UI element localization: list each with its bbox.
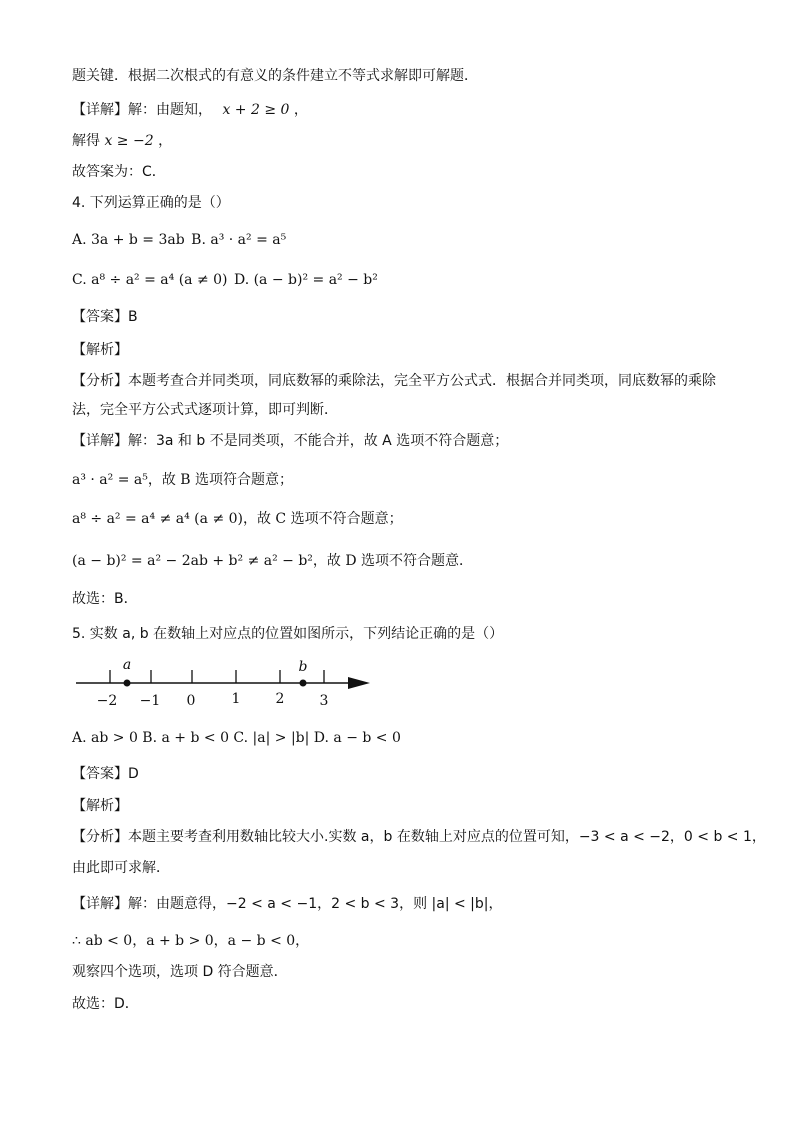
option-b: B. a³ · a² = a⁵	[191, 232, 287, 248]
punct: ，	[293, 102, 308, 118]
tick-labels	[97, 691, 329, 709]
answer-line: 故答案为：C．	[72, 164, 166, 180]
tick-label: 1	[231, 691, 241, 707]
tick-label: 3	[319, 693, 329, 709]
question-4: 4. 下列运算正确的是（）	[72, 195, 230, 211]
guxuan-4: 故选：B．	[72, 591, 138, 607]
text-line: 题关键．根据二次根式的有意义的条件建立不等式求解即可解题．	[72, 68, 478, 84]
option-d: D. (a − b)² = a² − b²	[233, 272, 378, 288]
point-a	[124, 680, 131, 687]
inequality: x + 2 ≥ 0	[222, 102, 290, 118]
xiangjie-4-line1: 【详解】解：3a 和 b 不是同类项，不能合并，故 A 选项不符合题意；	[72, 433, 509, 449]
answer-4: 【答案】B	[72, 309, 138, 325]
q4-options-ab	[72, 230, 286, 250]
analysis-5: 【解析】	[72, 798, 128, 814]
option-c: C. a⁸ ÷ a² = a⁴ (a ≠ 0)	[72, 272, 228, 288]
tick-label: −2	[96, 693, 118, 709]
point-b	[300, 680, 307, 687]
point-a-label: a	[122, 657, 132, 673]
ticks	[110, 670, 324, 683]
answer-5: 【答案】D	[72, 766, 139, 782]
fenxi-5-line2: 由此即可求解．	[72, 860, 170, 876]
tick-label: −1	[139, 693, 161, 709]
fenxi-4-line1: 【分析】本题考查合并同类项，同底数幂的乘除法，完全平方公式式．根据合并同类项，同底数幂的乘除	[72, 373, 716, 389]
xiangjie-4-line2: a³ · a² = a⁵，故 B 选项符合题意；	[72, 472, 294, 488]
detail-label: 【详解】解：由题知，	[72, 102, 212, 118]
guxuan-5: 故选：D．	[72, 996, 139, 1012]
option-a: A. 3a + b = 3ab	[72, 232, 185, 248]
xiangjie-4-line4: (a − b)² = a² − 2ab + b² ≠ a² − b²，故 D 选项不符合题意．	[72, 553, 474, 569]
solution: x ≥ −2	[104, 133, 154, 149]
xiangjie-4-line3: a⁸ ÷ a² = a⁴ ≠ a⁴ (a ≠ 0)，故 C 选项不符合题意；	[72, 511, 403, 527]
tick-label: 0	[186, 693, 196, 709]
point-b-label: b	[298, 659, 308, 675]
solve-line	[72, 131, 172, 151]
xiangjie-5-line1: 【详解】解：由题意得，−2 < a < −1，2 < b < 3，则 |a| < |b|，	[72, 896, 503, 912]
punct: ，	[158, 133, 173, 149]
axis-arrow	[348, 677, 370, 689]
solve-label: 解得	[72, 133, 105, 149]
question-5: 5. 实数 a, b 在数轴上对应点的位置如图所示，下列结论正确的是（）	[72, 626, 504, 642]
fenxi-5-line1: 【分析】本题主要考查利用数轴比较大小.实数 a，b 在数轴上对应点的位置可知，−3 < a < −2，0 < b < 1，	[72, 829, 766, 845]
fenxi-4-line2: 法，完全平方公式式逐项计算，即可判断．	[72, 402, 338, 418]
xiangjie-5-line3: 观察四个选项，选项 D 符合题意．	[72, 964, 288, 980]
number-line-figure	[70, 652, 380, 712]
detail-line	[72, 100, 308, 120]
q5-options: A. ab > 0 B. a + b < 0 C. |a| > |b| D. a − b < 0	[72, 730, 401, 746]
analysis-4: 【解析】	[72, 342, 128, 358]
xiangjie-5-line2: ∴ ab < 0，a + b > 0，a − b < 0，	[72, 933, 310, 949]
q4-options-cd	[72, 270, 378, 290]
tick-label: 2	[275, 691, 285, 707]
